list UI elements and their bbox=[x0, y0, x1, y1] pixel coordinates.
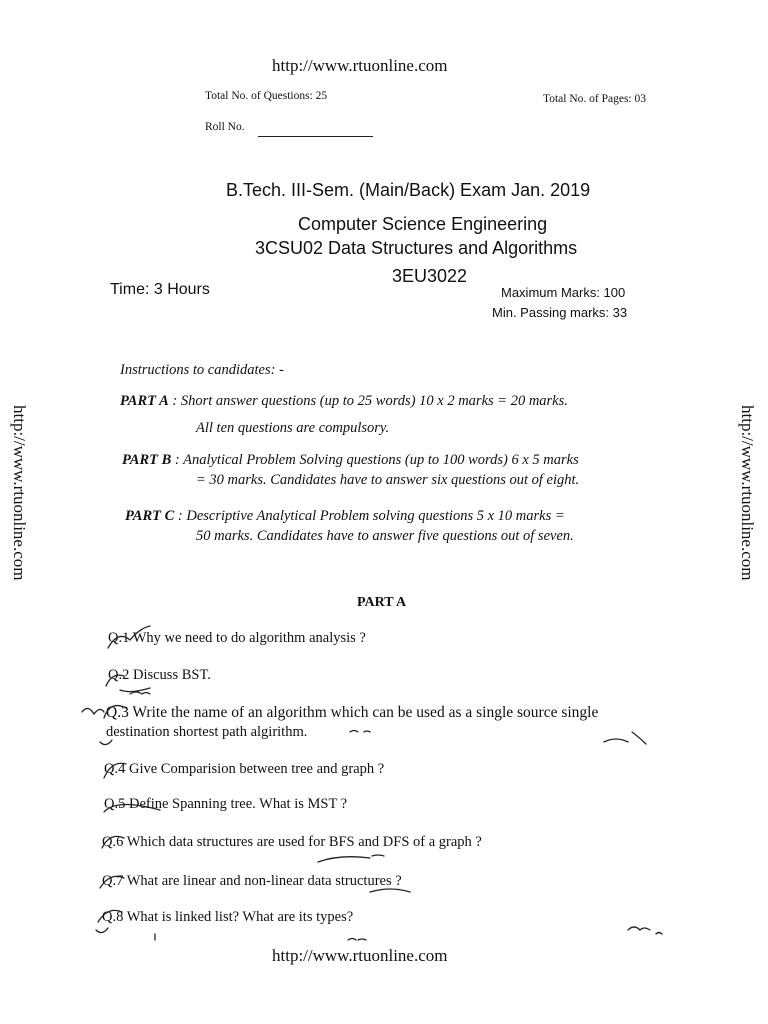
part-c-label: PART C bbox=[125, 508, 175, 524]
min-passing-marks: Min. Passing marks: 33 bbox=[492, 305, 628, 320]
max-marks: Maximum Marks: 100 bbox=[501, 285, 626, 300]
part-c-note: 50 marks. Candidates have to answer five questions out of seven. bbox=[196, 528, 574, 544]
right-side-url: http://www.rtuonline.com bbox=[738, 405, 757, 581]
question-8: Q.8 What is linked list? What are its types? bbox=[102, 909, 354, 925]
paper-code: 3EU3022 bbox=[392, 266, 468, 286]
exam-time: Time: 3 Hours bbox=[110, 281, 210, 298]
part-a-heading: PART A bbox=[357, 595, 407, 610]
question-3-continued: destination shortest path algirithm. bbox=[106, 724, 308, 740]
part-a-label: PART A bbox=[120, 393, 169, 409]
subject-title: 3CSU02 Data Structures and Algorithms bbox=[255, 238, 578, 258]
part-a-note: All ten questions are compulsory. bbox=[196, 420, 390, 436]
part-c-instruction bbox=[125, 508, 565, 525]
part-c-text: : Descriptive Analytical Problem solving questions 5 x 10 marks = bbox=[177, 508, 565, 524]
branch-title: Computer Science Engineering bbox=[298, 214, 548, 234]
question-6: Q.6 Which data structures are used for BFS and DFS of a graph ? bbox=[102, 834, 482, 850]
total-pages: Total No. of Pages: 03 bbox=[543, 93, 647, 105]
exam-title: B.Tech. III-Sem. (Main/Back) Exam Jan. 2019 bbox=[226, 180, 591, 200]
part-b-note: = 30 marks. Candidates have to answer six questions out of eight. bbox=[196, 472, 580, 488]
part-a-text: : Short answer questions (up to 25 words) 10 x 2 marks = 20 marks. bbox=[172, 393, 568, 409]
question-7: Q.7 What are linear and non-linear data structures ? bbox=[102, 873, 402, 889]
bottom-url: http://www.rtuonline.com bbox=[272, 946, 448, 965]
part-a-instruction bbox=[120, 393, 568, 410]
question-3: Q.3 Write the name of an algorithm which can be used as a single source single bbox=[106, 704, 599, 721]
question-2: Q.2 Discuss BST. bbox=[108, 667, 211, 683]
part-b-label: PART B bbox=[122, 452, 172, 468]
part-b-instruction bbox=[122, 452, 579, 469]
question-5: Q.5 Define Spanning tree. What is MST ? bbox=[104, 796, 348, 812]
question-1: Q.1 Why we need to do algorithm analysis ? bbox=[108, 630, 366, 646]
left-side-url: http://www.rtuonline.com bbox=[10, 405, 29, 581]
roll-no-label: Roll No. bbox=[205, 121, 245, 133]
top-url: http://www.rtuonline.com bbox=[272, 56, 448, 75]
total-questions: Total No. of Questions: 25 bbox=[205, 90, 328, 102]
part-b-text: : Analytical Problem Solving questions (up to 100 words) 6 x 5 marks bbox=[174, 452, 579, 468]
question-4: Q.4 Give Comparision between tree and graph ? bbox=[104, 761, 385, 777]
instructions-heading: Instructions to candidates: - bbox=[120, 362, 284, 378]
roll-no-line bbox=[258, 136, 373, 137]
